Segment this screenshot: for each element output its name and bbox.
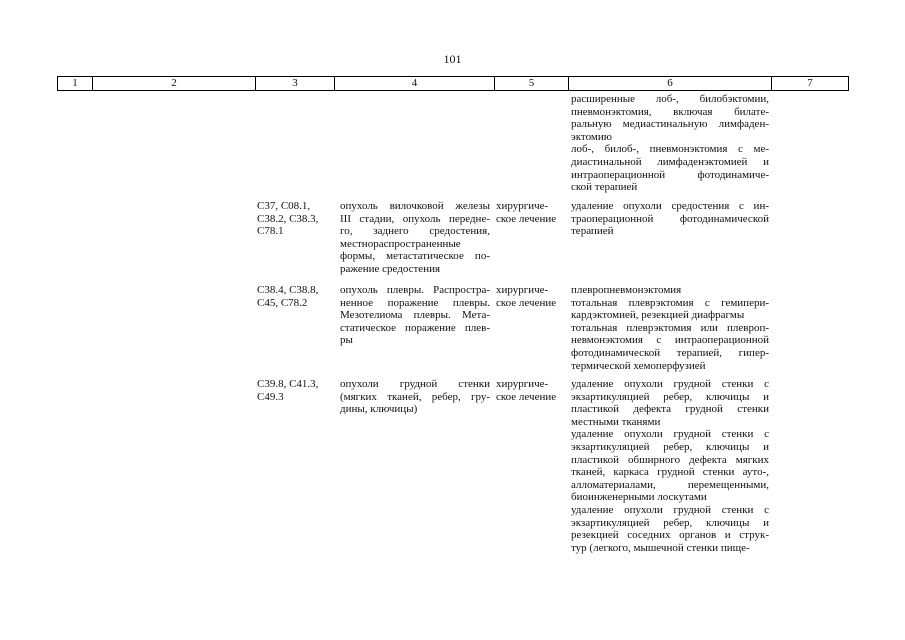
row-3-methods-line: невмонэктомия с интраоперационной <box>571 334 769 347</box>
row-4-diagnosis-line: опухоли грудной стенки <box>340 378 490 390</box>
row-2-codes-line: C78.1 <box>257 225 284 238</box>
row-4-methods-line: алломатериалами, перемещенными, <box>571 478 769 491</box>
header-col-3: 3 <box>256 77 335 90</box>
row-3-methods-line: кардэктомией, резекцией диафрагмы <box>571 309 745 322</box>
row-3-methods-line: тотальная плеврэктомия или плевроп- <box>571 321 769 334</box>
row-4-methods-line: удаление опухоли грудной стенки с <box>571 378 769 390</box>
row-2-diagnosis-line: опухоль вилочковой железы <box>340 200 490 212</box>
row-4-methods-line: удаление опухоли грудной стенки с <box>571 504 769 516</box>
row-3-diagnosis-line: ненное поражение плевры. <box>340 296 490 309</box>
header-col-7: 7 <box>772 77 849 90</box>
row-2-diagnosis-line: ражение средостения <box>340 263 441 275</box>
header-col-5: 5 <box>495 77 569 90</box>
row-1-methods-line: лоб-, билоб-, пневмонэктомия с ме- <box>571 143 769 156</box>
row-4-methods-line: тур (легкого, мышечной стенки пище- <box>571 541 750 554</box>
row-2-methods-line: удаление опухоли средостения с ин- <box>571 200 769 212</box>
row-4-methods-line: тканей, каркаса грудной стенки ауто-, <box>571 466 769 479</box>
row-2-codes-line: C37, C08.1, <box>257 200 311 212</box>
row-3-methods-line: термической хемоперфузией <box>571 359 706 372</box>
row-3-diagnosis-line: статическое поражение плев- <box>340 321 490 334</box>
row-2-treatment-line: ское лечение <box>496 212 557 225</box>
header-col-6: 6 <box>569 77 772 90</box>
row-2-methods-line: терапией <box>571 225 614 238</box>
row-2-diagnosis-line: го, заднего средостения, <box>340 225 490 238</box>
row-4-diagnosis-line: (мягких тканей, ребер, гру- <box>340 390 490 403</box>
page-number: 101 <box>443 52 462 66</box>
row-4-treatment-line: хирургиче- <box>496 378 549 390</box>
row-4-methods-line: экзартикуляцией ребер, ключицы и <box>571 441 769 453</box>
row-1-methods-line: ральную медиастинальную лимфаден- <box>571 118 769 131</box>
row-2-diagnosis-line: местнораспространенные <box>340 237 461 250</box>
row-3-diagnosis-line: ры <box>340 334 353 347</box>
row-4-diagnosis-line: дины, ключицы) <box>340 403 418 416</box>
row-2-diagnosis-line: III стадии, опухоль передне- <box>340 212 490 225</box>
row-4-methods-line: экзартикуляцией ребер, ключицы и <box>571 390 769 403</box>
row-3-treatment-line: хирургиче- <box>496 284 549 296</box>
row-4-methods-line: экзартикуляцией ребер, ключицы и <box>571 516 769 529</box>
row-4-methods-line: пластикой обширного дефекта мягких <box>571 453 769 466</box>
row-3-codes-line: C45, C78.2 <box>257 296 308 309</box>
row-1-methods-line: расширенные лоб-, билобэктомии, <box>571 93 769 105</box>
row-1-methods-line: эктомию <box>571 130 612 143</box>
header-col-4: 4 <box>335 77 495 90</box>
row-1-methods-line: диастинальной лимфаденэктомией и <box>571 156 769 168</box>
row-2-diagnosis-line: формы, метастатическое по- <box>340 250 490 263</box>
row-4-codes-line: C39.8, C41.3, <box>257 378 319 390</box>
row-4-methods-line: удаление опухоли грудной стенки с <box>571 428 769 441</box>
row-4-methods-line: пластикой дефекта грудной стенки <box>571 403 769 416</box>
row-3-diagnosis-line: Мезотелиома плевры. Мета- <box>340 309 490 322</box>
row-4-methods-line: резекцией соседних органов и струк- <box>571 529 769 542</box>
row-3-diagnosis-line: опухоль плевры. Распростра- <box>340 284 490 296</box>
row-1-methods-line: интраоперационной фотодинамиче- <box>571 168 769 181</box>
row-2-codes-line: C38.2, C38.3, <box>257 212 319 225</box>
row-4-methods-line: местными тканями <box>571 415 661 428</box>
row-1-methods-line: пневмонэктомия, включая билате- <box>571 105 769 118</box>
row-3-methods-line: плевропневмонэктомия <box>571 284 682 296</box>
table-header-row <box>57 76 849 91</box>
row-4-codes-line: C49.3 <box>257 390 284 403</box>
header-col-1: 1 <box>58 77 93 90</box>
row-2-treatment-line: хирургиче- <box>496 200 549 212</box>
row-2-methods-line: траоперационной фотодинамической <box>571 212 769 225</box>
row-4-methods-line: биоинженерными лоскутами <box>571 491 707 504</box>
row-4-treatment-line: ское лечение <box>496 390 557 403</box>
row-3-codes-line: C38.4, C38.8, <box>257 284 319 296</box>
row-3-treatment-line: ское лечение <box>496 296 557 309</box>
row-3-methods-line: тотальная плеврэктомия с гемипери- <box>571 296 769 309</box>
header-col-2: 2 <box>93 77 256 90</box>
row-3-methods-line: фотодинамической терапией, гипер- <box>571 347 769 359</box>
row-1-methods-line: ской терапией <box>571 181 638 194</box>
